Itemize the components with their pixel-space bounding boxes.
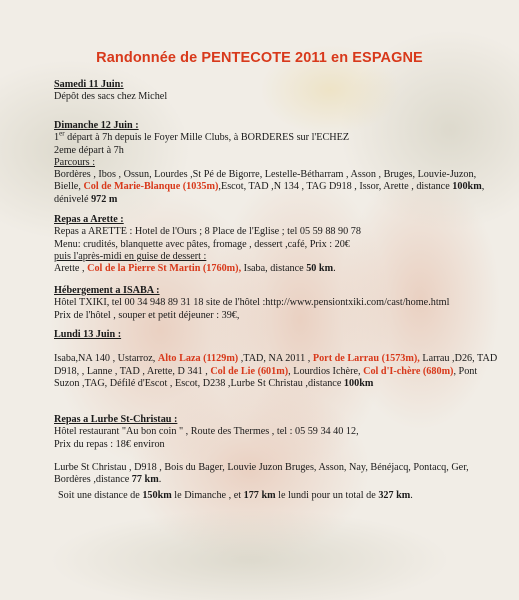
repas-arette-line2: Menu: crudités, blanquette avec pâtes, fromage , dessert ,café, Prix : 20€ <box>54 238 350 250</box>
route-b: ,Escot, TAD ,N 134 , TAG D918 , Issor, Arette , distance <box>218 181 453 193</box>
section-summary <box>54 490 504 502</box>
lundi-heading: Lundi 13 Juin : <box>54 329 122 340</box>
first-rest: départ à 7h depuis le Foyer Mille Clubs, à BORDERES sur l'ECHEZ <box>64 132 350 144</box>
lundi-distance: 100km <box>343 377 374 389</box>
parcours-label: Parcours : <box>54 156 96 168</box>
arette-distance: 50 km <box>306 263 334 275</box>
dimanche-heading: Dimanche 12 Juin : <box>54 120 139 131</box>
first-num: 1 <box>54 132 60 144</box>
repas-lurbe-line1: Hôtel restaurant "Au bon coin " , Route des Thermes , tel : 05 59 34 40 12, <box>54 426 359 438</box>
summary-d3: 327 km <box>378 490 411 501</box>
dimanche-route <box>54 169 504 206</box>
col-alto-laza: Alto Laza (1129m) <box>157 353 239 365</box>
line4b: Isaba, distance <box>241 263 307 275</box>
section-samedi <box>54 79 504 104</box>
summary-d: . <box>410 490 413 501</box>
repas-arette-heading: Repas a Arette : <box>54 214 124 225</box>
samedi-line: Dépôt des sacs chez Michel <box>54 91 168 103</box>
summary-a: Soit une distance de <box>58 490 143 501</box>
lundi-r4: , Lourdios Ichère, <box>288 365 364 377</box>
section-lundi <box>54 329 504 390</box>
section-dimanche <box>54 120 504 206</box>
dimanche-first-departure <box>54 129 504 144</box>
col-d-ichere: Col d'I-chère (680m) <box>363 365 454 377</box>
col-pierre-st-martin: Col de la Pierre St Martin (1760m), <box>87 263 242 275</box>
col-de-lie: Col de Lie (601m) <box>210 365 289 377</box>
lurbe-distance: 77 km <box>131 474 159 486</box>
section-repas-arette <box>54 214 504 275</box>
samedi-heading: Samedi 11 Juin: <box>54 79 124 90</box>
repas-lurbe-line2: Prix du repas : 18€ environ <box>54 438 165 450</box>
route-a: Bordères , Ibos , Ossun, Lourdes ,St Pé de Bigorre, Lestelle-Bétharram , Asson , Bruges, Louvie-Juzon, Bielle, <box>54 169 477 193</box>
denivele: 972 m <box>91 193 118 205</box>
first-sup: er <box>59 129 65 138</box>
hebergement-line2: Prix de l'hôtel , souper et petit déjeuner : 39€, <box>54 309 240 321</box>
section-repas-lurbe <box>54 414 504 486</box>
line4c: . <box>333 263 336 275</box>
repas-lurbe-heading: Repas a Lurbe St-Christau : <box>54 414 178 425</box>
col-port-de-larrau: Port de Larrau (1573m), <box>312 353 420 365</box>
section-hebergement <box>54 285 504 322</box>
summary-line <box>54 490 504 502</box>
summary-d2: 177 km <box>243 490 276 501</box>
lundi-r3: Larrau ,D26, TAD D918, , Lanne , TAD , Arette, D 341 , <box>54 353 498 377</box>
summary-c: le lundi pour un total de <box>275 490 379 501</box>
lundi-route <box>54 353 504 390</box>
page-title: Randonnée de PENTECOTE 2011 en ESPAGNE <box>96 50 423 66</box>
hebergement-heading: Hébergement a ISABA : <box>54 285 160 296</box>
repas-arette-line3: puis l'après-midi en guise de dessert : <box>54 250 207 262</box>
repas-arette-line4 <box>54 263 504 275</box>
repas-arette-line1: Repas a ARETTE : Hotel de l'Ours ; 8 Place de l'Eglise ; tel 05 59 88 90 78 <box>54 226 361 238</box>
hebergement-line1: Hôtel TXIKI, tel 00 34 948 89 31 18 site de l'hôtel :http://www.pensiontxiki.com/cast/home.html <box>54 297 450 309</box>
lundi-r2: ,TAD, NA 2011 , <box>238 353 313 365</box>
repas-lurbe-route <box>54 462 504 487</box>
line4a: Arette , <box>54 263 88 275</box>
dimanche-second-departure: 2eme départ à 7h <box>54 144 124 156</box>
dimanche-distance: 100km <box>452 181 482 193</box>
lundi-r5: , Pont Suzon ,TAG, Défilé d'Escot , Escot, D238 ,Lurbe St Christau ,distance <box>54 365 478 389</box>
summary-b: le Dimanche , et <box>171 490 244 501</box>
col-marie-blanque: Col de Marie-Blanque (1035m) <box>83 181 219 193</box>
lurbe-route-a: Lurbe St Christau , D918 , Bois du Bager, Louvie Juzon Bruges, Asson, Nay, Bénéjacq, Pontacq, Ger, Bordères ,distance <box>54 461 469 486</box>
summary-d1: 150km <box>142 490 172 501</box>
lundi-r1: Isaba,NA 140 , Ustarroz, <box>54 353 158 365</box>
lurbe-route-b: . <box>158 474 162 486</box>
route-c: , dénivelé <box>54 181 485 205</box>
